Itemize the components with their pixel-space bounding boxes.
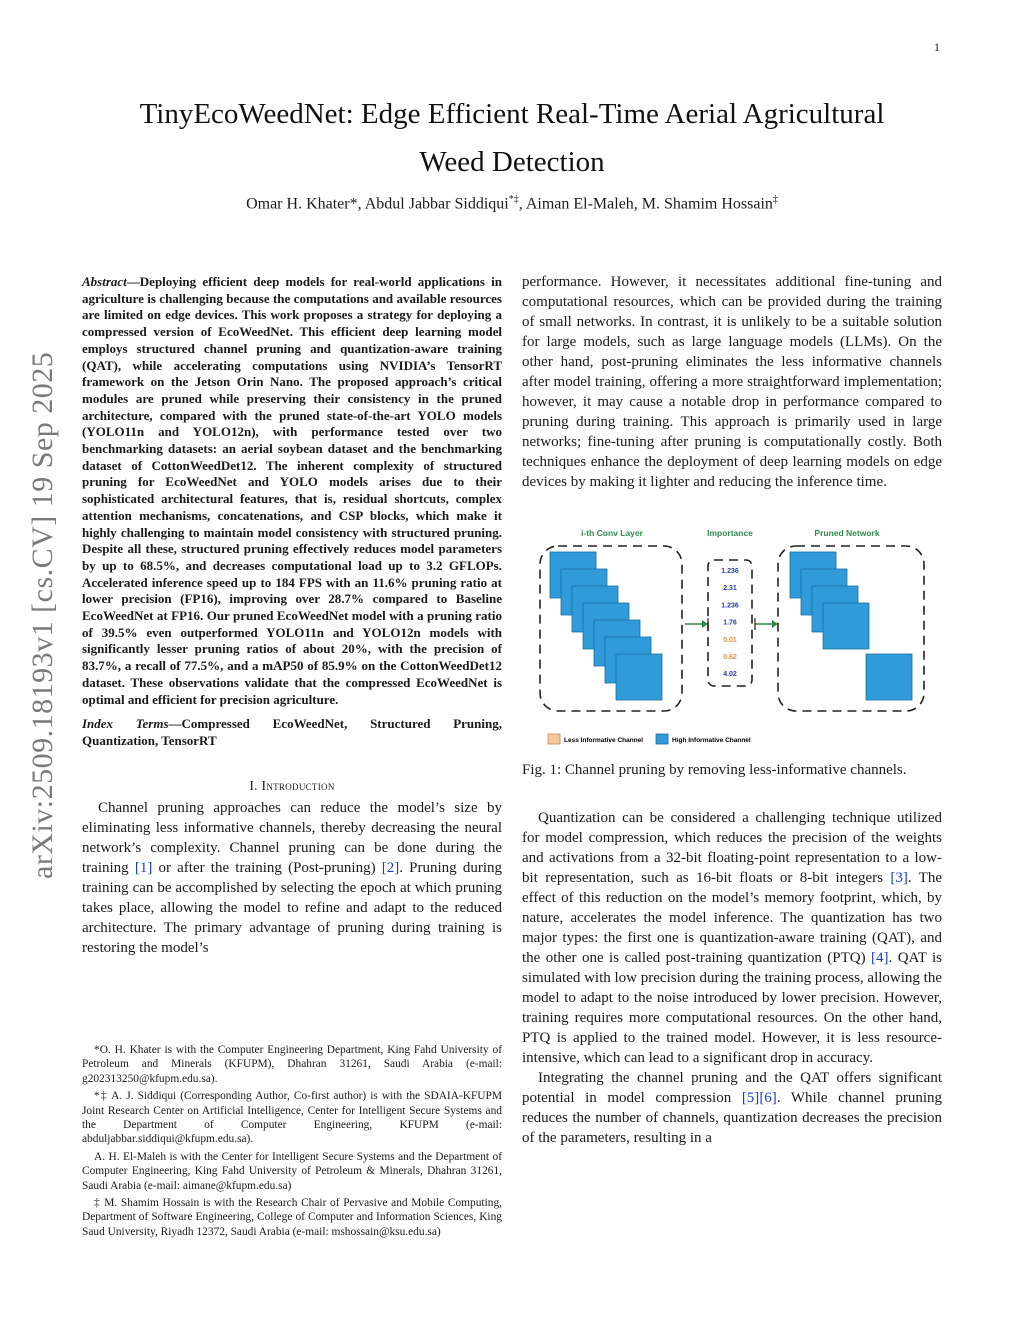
intro-text-3: . Pruning during training can be accomplished by selecting the epoch at which pruning takes place, allowing the model to refine and adapt to the reduced architecture. The primary advantage of pruning during training is restoring the model’s	[82, 859, 503, 956]
citation-link-1[interactable]: [1]	[134, 859, 153, 876]
figure-1	[522, 524, 942, 750]
footnote-siddiqui: *‡ A. J. Siddiqui (Corresponding Author, Co-first author) is with the SDAIA-KFUPM Joint Research Center on Artificial Intelligence, Center for Intelligent Secure Systems and the Department of Computer Engineering, KFUPM (e-mail: abduljabbar.siddiqui@kfupm.edu.sa).	[82, 1090, 502, 1146]
importance-value-7: 4.02	[723, 671, 737, 679]
index-terms	[82, 716, 502, 749]
figure-1-caption: Fig. 1: Channel pruning by removing less-informative channels.	[522, 762, 907, 778]
index-terms-text: —Compressed EcoWeedNet, Structured Pruning, Quantization, TensorRT	[82, 716, 502, 748]
integration-paragraph	[522, 1068, 942, 1148]
quant-text-2: . The effect of this reduction on the model’s memory footprint, which, by nature, accelerates the model inference. The quantization has two major types: the first one is quantization-aware training (QAT), and the other one is called post-training quantization (PTQ)	[522, 870, 942, 966]
legend-swatch-high-informative	[656, 734, 668, 744]
footnote-khater: *O. H. Khater is with the Computer Engineering Department, King Fahd University of Petroleum and Minerals (KFUPM), Dhahran 31261, Saudi Arabia (e-mail: g202313250@kfupm.edu.sa).	[82, 1044, 502, 1085]
quantization-paragraph	[522, 808, 942, 1068]
author-khater: Omar H. Khater*,	[246, 195, 365, 213]
quant-text-3: . QAT is simulated with low precision during the training process, allowing the model to adapt to the noise introduced by lower precision. However, training requires more computational resources. On the other hand, PTQ is applied to the trained model. However, it is less resource-intensive, which can lead to a significant drop in accuracy.	[522, 950, 942, 1066]
column-spacer	[522, 780, 942, 808]
legend-swatch-less-informative	[548, 734, 560, 744]
section-title: Introduction	[261, 777, 335, 793]
section-number: I.	[249, 777, 262, 793]
author-hossain-mark: ‡	[772, 194, 778, 205]
pruned-channel-4	[823, 603, 869, 649]
author-footnotes	[82, 1043, 502, 1242]
citation-link-3[interactable]: [3]	[890, 870, 908, 886]
importance-value-1: 1.236	[721, 568, 739, 575]
arrow-to-pruned	[755, 618, 778, 630]
importance-values	[721, 568, 739, 678]
abstract-text: —Deploying efficient deep models for real-world applications in agriculture is challenging because the computations and available resources are limited on edge devices. This work proposes a strategy for deploying a compressed version of EcoWeedNet. This efficient deep learning model employs structured channel pruning and quantization-aware training (QAT), while accelerating computations using NVIDIA’s TensorRT framework on the Jetson Orin Nano. The proposed approach’s critical modules are pruned while preserving their consistency in the pruned architecture, compared with the pruned state-of-the-art YOLO models (YOLO11n and YOLO12n), with performance tested over two benchmarking datasets: an aerial soybean dataset and the benchmarking dataset of CottonWeedDet12. The inherent complexity of structured pruning for EcoWeedNet and YOLO models arises due to their sophisticated architectural features, that is, residual shortcuts, complex attention mechanisms, concatenations, and CSP blocks, which make it highly challenging to maintain model consistency with structured pruning. Despite all these, structured pruning effectively reduces model parameters by up to 68.5%, and decreases computational load up to 3.2 GFLOPs. Accelerated inference speed up to 184 FPS with an 11.6% pruning ratio at lower precision (FP16), improving over 28.7% compared to Baseline EcoWeedNet at FP16. Our pruned EcoWeedNet model with a pruning ratio of 39.5% even outperformed YOLO11n and YOLO12n models with significantly lesser pruning ratios of about 20%, with the precision of 83.7%, a recall of 77.5%, and a mAP50 of 85.9% on the CottonWeedDet12 dataset. These observations validate that the compressed EcoWeedNet is optimal and efficient for precision agriculture.	[82, 274, 502, 707]
left-column	[82, 274, 502, 958]
footnote-elmaleh: A. H. El-Maleh is with the Center for Intelligent Secure Systems and the Department of Computer Engineering, King Fahd University of Petroleum & Minerals, Dhahran 31261, Saudi Arabia (e-mail: aimane@kfupm.edu.sa)	[82, 1150, 502, 1192]
legend-less-informative: Less Informative Channel	[564, 737, 644, 744]
arxiv-identifier-stamp: arXiv:2509.18193v1 [cs.CV] 19 Sep 2025	[26, 351, 59, 879]
paper-title-line-2: Weed Detection	[419, 146, 605, 178]
pruned-channel-stack	[790, 552, 912, 700]
author-elmaleh-hossain: , Aiman El-Maleh, M. Shamim Hossain	[518, 195, 773, 213]
intro-text-2: or after the training (Post-pruning)	[152, 859, 382, 876]
paper-title-line-1: TinyEcoWeedNet: Edge Efficient Real-Time Aerial Agricultural	[139, 98, 885, 130]
channel-pruning-diagram	[522, 524, 942, 750]
right-column	[522, 272, 942, 1148]
abstract	[82, 274, 502, 708]
integ-text-2: . While channel pruning reduces the number of channels, quantization decreases the precision of the parameters, resulting in a	[522, 1090, 942, 1146]
citation-link-5[interactable]: [5]	[741, 1090, 760, 1106]
arrow-to-importance	[685, 618, 708, 630]
importance-value-6: 0.62	[723, 654, 737, 661]
importance-value-4: 1.76	[723, 619, 737, 627]
author-list	[80, 188, 944, 216]
citation-link-4[interactable]: [4]	[871, 950, 889, 966]
citation-link-2[interactable]: [2]	[381, 859, 400, 876]
importance-value-3: 1.236	[721, 602, 739, 610]
page-number: 1	[934, 40, 940, 54]
quant-text-1: Quantization can be considered a challenging technique utilized for model compression, which reduces the precision of the weights and activations from a 32-bit floating-point representation to a low-bit representation, such as 16-bit floats or 8-bit integers	[522, 810, 942, 886]
paper-title	[80, 90, 944, 186]
section-heading-introduction	[82, 778, 502, 794]
citation-link-6[interactable]: [6]	[759, 1090, 777, 1106]
legend-high-informative: High Informative Channel	[672, 737, 751, 744]
importance-value-2: 2.31	[723, 585, 737, 593]
label-conv-layer: i-th Conv Layer	[581, 528, 643, 538]
index-terms-label: Index Terms	[82, 716, 169, 732]
intro-paragraph-continued: performance. However, it necessitates additional fine-tuning and computational resources, which can be provided during the training of small networks. In contrast, it is unlikely to be a suitable solution for large models, such as large language models (LLMs). On the other hand, post-pruning eliminates the less informative channels after model training, offering a more straightforward implementation; however, it may cause a notable drop in performance compared to pruning during training. This approach is primarily used in large networks; fine-tuning after pruning is computationally costly. Both techniques enhance the deployment of deep learning models on edge devices by making it lighter and reducing the inference time.	[522, 274, 942, 490]
importance-value-5: 0.01	[723, 636, 737, 644]
label-pruned-network: Pruned Network	[814, 528, 880, 538]
pruned-channel-5	[866, 654, 912, 700]
intro-paragraph-1	[82, 798, 502, 958]
conv-channel-7	[616, 654, 662, 700]
integ-text-1: Integrating the channel pruning and the QAT offers significant potential in model compression	[522, 1070, 942, 1106]
footnote-hossain: ‡ M. Shamim Hossain is with the Research Chair of Pervasive and Mobile Computing, Department of Software Engineering, College of Computer and Information Sciences, King Saud University, Riyadh 12372, Saudi Arabia (e-mail: mshossain@ksu.edu.sa)	[82, 1197, 502, 1238]
author-siddiqui: Abdul Jabbar Siddiqui	[364, 195, 509, 213]
intro-text-1: Channel pruning approaches can reduce the model’s size by eliminating less informative channels, thereby decreasing the neural network’s complexity. Channel pruning can be done during the training	[82, 799, 502, 876]
author-siddiqui-mark: *‡	[508, 194, 519, 205]
conv-channel-stack	[550, 552, 662, 700]
abstract-label: Abstract	[82, 274, 127, 289]
label-importance: Importance	[707, 528, 753, 538]
